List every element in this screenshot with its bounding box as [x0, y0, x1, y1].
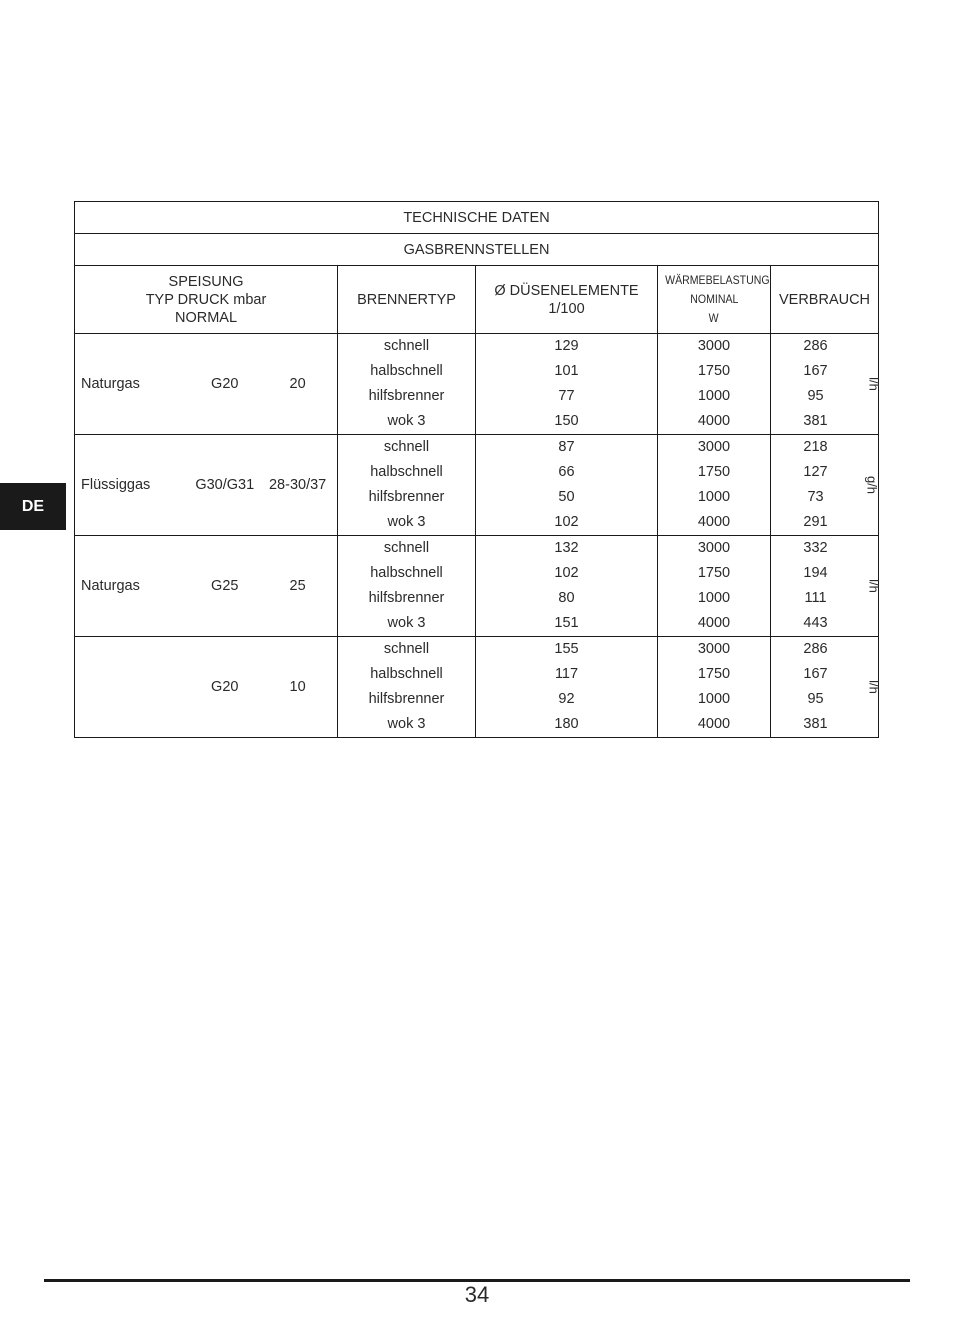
- nozzle-value: 155: [554, 641, 579, 657]
- nozzle-value: 102: [554, 565, 579, 581]
- heat-load-value: 3000: [697, 439, 731, 455]
- consumption-value: 95: [807, 691, 824, 707]
- burner-type-cell: [338, 334, 476, 435]
- nozzle-value: 180: [554, 716, 579, 732]
- nozzle-value: 132: [554, 540, 579, 556]
- consumption-unit: l/h: [866, 579, 882, 593]
- consumption-value: 167: [803, 666, 828, 682]
- nozzle-value: 150: [554, 413, 579, 429]
- heat-load-value: 1750: [697, 565, 731, 581]
- burner-type-cell: [338, 637, 476, 738]
- supply-cell: [75, 637, 338, 738]
- heat-load-value: 1000: [697, 590, 731, 606]
- burner-type-cell: [338, 536, 476, 637]
- consumption-value: 127: [803, 464, 828, 480]
- nozzle-value: 92: [558, 691, 575, 707]
- heat-load-value: 3000: [697, 338, 731, 354]
- gas-pressure: 20: [289, 376, 306, 392]
- consumption-unit: l/h: [866, 377, 882, 391]
- consumption-cell: [771, 536, 882, 637]
- supply-cell: [75, 435, 338, 536]
- header-heat-line: WÄRMEBELASTUNG: [665, 273, 770, 287]
- consumption-cell: [771, 334, 882, 435]
- heat-load-value: 4000: [697, 716, 731, 732]
- consumption-unit: g/h: [864, 475, 880, 495]
- consumption-value: 111: [804, 590, 827, 606]
- nozzle-value: 129: [554, 338, 579, 354]
- gas-type: G25: [211, 578, 239, 594]
- gas-type: G30/G31: [195, 477, 255, 493]
- header-burner: BRENNERTYP: [338, 266, 476, 334]
- consumption-value: 73: [807, 489, 824, 505]
- nozzle-cell: [476, 637, 658, 738]
- header-heat-line: W: [709, 311, 719, 325]
- heat-load-value: 1750: [697, 363, 731, 379]
- consumption-cell: [771, 637, 882, 738]
- header-nozzle-line: 1/100: [548, 300, 585, 317]
- supply-cell: [75, 536, 338, 637]
- heat-load-value: 4000: [697, 514, 731, 530]
- consumption-value: 194: [803, 565, 828, 581]
- page-number: 34: [464, 1282, 490, 1307]
- heat-load-value: 4000: [697, 615, 731, 631]
- gas-pressure: 25: [289, 578, 306, 594]
- language-tab: DE: [0, 483, 66, 530]
- consumption-value: 218: [803, 439, 828, 455]
- nozzle-cell: [476, 435, 658, 536]
- gas-name: Flüssiggas: [81, 477, 151, 493]
- header-row: [75, 266, 879, 334]
- consumption-value: 286: [803, 641, 828, 657]
- burner-type-value: hilfsbrenner: [368, 590, 445, 606]
- nozzle-value: 87: [558, 439, 575, 455]
- technical-data-table: [74, 201, 882, 738]
- gas-group-row: [75, 536, 879, 637]
- header-supply-line: NORMAL: [174, 309, 238, 326]
- burner-type-value: hilfsbrenner: [368, 489, 445, 505]
- consumption-value: 95: [807, 388, 824, 404]
- nozzle-cell: [476, 334, 658, 435]
- burner-type-cell: [338, 435, 476, 536]
- header-supply-line: SPEISUNG: [168, 273, 244, 290]
- header-supply-line: TYP DRUCK mbar: [145, 291, 267, 308]
- consumption-value: 443: [803, 615, 828, 631]
- nozzle-value: 102: [554, 514, 579, 530]
- heat-load-value: 1750: [697, 666, 731, 682]
- burner-type-value: wok 3: [387, 615, 426, 631]
- heat-load-cell: [658, 536, 771, 637]
- burner-type-value: wok 3: [387, 716, 426, 732]
- nozzle-value: 66: [558, 464, 575, 480]
- heat-load-cell: [658, 435, 771, 536]
- consumption-value: 167: [803, 363, 828, 379]
- heat-load-value: 3000: [697, 641, 731, 657]
- burner-type-value: hilfsbrenner: [368, 388, 445, 404]
- nozzle-value: 80: [558, 590, 575, 606]
- consumption-value: 332: [803, 540, 828, 556]
- consumption-value: 381: [803, 413, 828, 429]
- burner-type-value: halbschnell: [370, 666, 443, 682]
- supply-cell: [75, 334, 338, 435]
- gas-pressure: 28-30/37: [268, 477, 327, 493]
- gas-pressure: 10: [289, 679, 306, 695]
- consumption-value: 381: [803, 716, 828, 732]
- consumption-value: 291: [803, 514, 828, 530]
- burner-type-value: schnell: [383, 439, 430, 455]
- nozzle-value: 50: [558, 489, 575, 505]
- header-heat: [658, 266, 771, 334]
- nozzle-cell: [476, 536, 658, 637]
- nozzle-value: 77: [558, 388, 575, 404]
- nozzle-value: 101: [554, 363, 579, 379]
- heat-load-value: 3000: [697, 540, 731, 556]
- heat-load-value: 1750: [697, 464, 731, 480]
- burner-type-value: halbschnell: [370, 464, 443, 480]
- gas-name: Naturgas: [81, 376, 140, 392]
- consumption-cell: [771, 435, 879, 536]
- burner-type-value: schnell: [383, 641, 430, 657]
- heat-load-cell: [658, 334, 771, 435]
- nozzle-value: 151: [554, 615, 579, 631]
- burner-type-value: hilfsbrenner: [368, 691, 445, 707]
- gas-type: G20: [211, 679, 239, 695]
- heat-load-value: 4000: [697, 413, 731, 429]
- burner-type-value: halbschnell: [370, 363, 443, 379]
- gas-group-row: [75, 637, 879, 738]
- nozzle-value: 117: [554, 666, 579, 682]
- burner-type-value: schnell: [383, 540, 430, 556]
- burner-type-value: schnell: [383, 338, 430, 354]
- heat-load-value: 1000: [697, 388, 731, 404]
- header-nozzle: [476, 266, 658, 334]
- burner-type-value: wok 3: [387, 413, 426, 429]
- gas-group-row: [75, 334, 879, 435]
- header-heat-line: NOMINAL: [689, 292, 739, 306]
- header-nozzle-line: Ø DÜSENELEMENTE: [494, 282, 639, 299]
- consumption-unit: l/h: [866, 680, 882, 694]
- table-subtitle: GASBRENNSTELLEN: [75, 234, 879, 266]
- gas-group-row: [75, 435, 879, 536]
- burner-type-value: halbschnell: [370, 565, 443, 581]
- gas-name: Naturgas: [81, 578, 140, 594]
- header-supply: [75, 266, 338, 334]
- table-title: TECHNISCHE DATEN: [75, 202, 879, 234]
- heat-load-value: 1000: [697, 691, 731, 707]
- heat-load-value: 1000: [697, 489, 731, 505]
- heat-load-cell: [658, 637, 771, 738]
- burner-type-value: wok 3: [387, 514, 426, 530]
- header-consumption: VERBRAUCH: [771, 266, 879, 334]
- gas-type: G20: [211, 376, 239, 392]
- consumption-value: 286: [803, 338, 828, 354]
